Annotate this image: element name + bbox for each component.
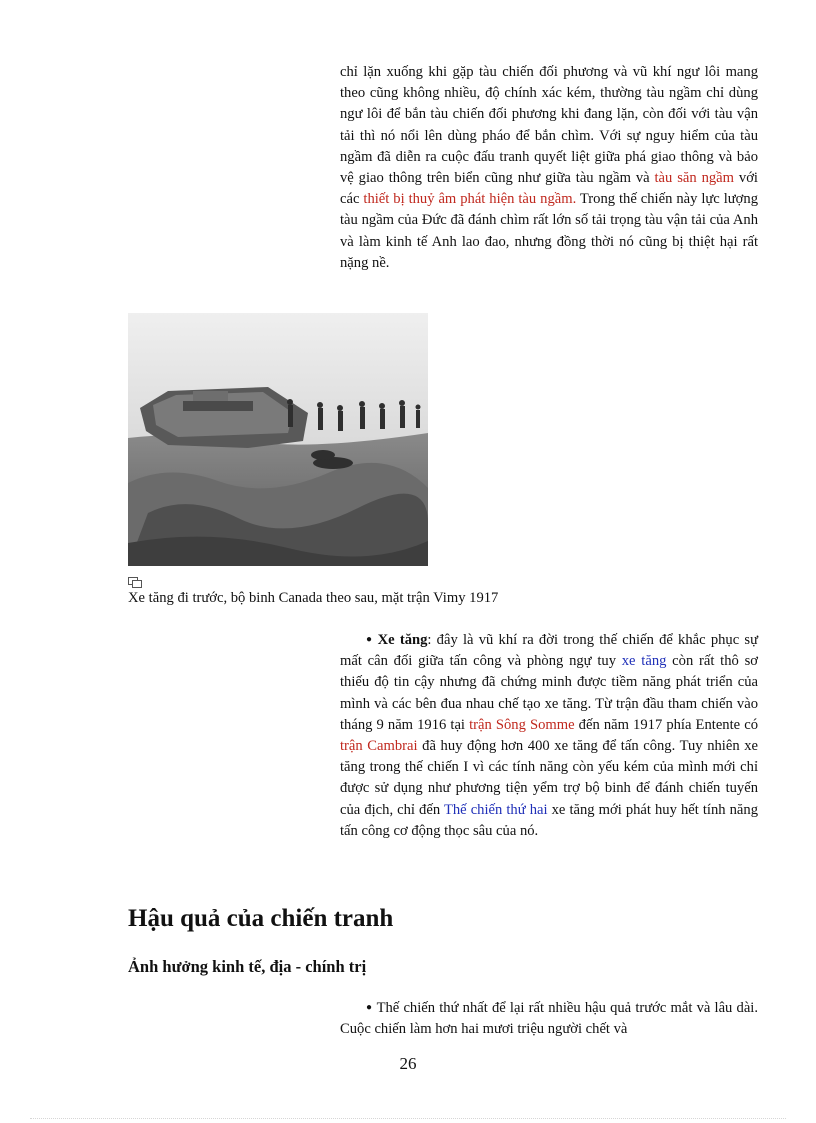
link-tau-san-ngam[interactable]: tàu săn ngầm xyxy=(654,170,735,187)
link-the-chien-thu-hai[interactable]: Thế chiến thứ hai xyxy=(443,801,548,818)
tank-photo xyxy=(128,313,428,566)
text-segment: còn rất thô sơ thiếu độ tin cậy nhưng đã chứng minh được tiềm năng phát triển của mình và các bên đua nhau chế tạo xe tăng. Từ trận đầu tham chiến vào tháng 9 năm 1916 tại xyxy=(340,653,758,733)
page-divider xyxy=(30,1118,786,1119)
term-xe-tang: Xe tăng xyxy=(377,632,428,648)
image-placeholder-icon xyxy=(128,575,142,586)
link-tran-cambrai[interactable]: trận Cambrai xyxy=(340,738,418,755)
link-xe-tang[interactable]: xe tăng xyxy=(621,653,667,670)
page-number: 26 xyxy=(399,1054,417,1073)
tank-photo-image xyxy=(128,313,428,566)
section-heading: Hậu quả của chiến tranh xyxy=(128,905,394,932)
text-segment: đã huy động hơn 400 xe tăng để tấn công. Tuy nhiên xe tăng trong thế chiến I vì các tính năng còn yếu kém của mình mới chỉ được sử dụng như phương tiện yểm trợ bộ binh để đánh chiến tuyến của địch, chỉ đến xyxy=(340,738,759,818)
text-segment: chỉ lặn xuống khi gặp tàu chiến đối phương và vũ khí ngư lôi mang theo cũng không nhiều, độ chính xác kém, thường tàu ngầm chỉ dùng ngư lôi để bắn tàu chiến đối phương khi đang lặn, còn đối với tàu vận tải thì nó nổi lên dùng pháo để bắn chìm. Với sự nguy hiểm của tàu ngầm đã diễn ra cuộc đấu tranh quyết liệt giữa phá giao thông và bảo vệ giao thông trên biển cũng như giữa tàu ngầm và xyxy=(340,64,758,187)
paragraph-tanks xyxy=(340,629,758,842)
text-segment: đến năm 1917 phía Entente có xyxy=(574,716,758,733)
bullet-icon: ● xyxy=(366,1002,373,1013)
bullet-icon: ● xyxy=(366,634,374,645)
link-thiet-bi-thuy-am[interactable]: thiết bị thuỷ âm phát hiện tàu ngầm. xyxy=(363,191,577,208)
figure-caption: Xe tăng đi trước, bộ binh Canada theo sau, mặt trận Vimy 1917 xyxy=(128,590,499,606)
link-tran-song-somme[interactable]: trận Sông Somme xyxy=(469,716,575,733)
paragraph-submarines xyxy=(340,62,758,274)
text-segment: Thế chiến thứ nhất để lại rất nhiều hậu quả trước mắt và lâu dài. Cuộc chiến làm hơn hai mươi triệu người chết và xyxy=(340,1000,759,1038)
paragraph-consequences xyxy=(340,997,758,1040)
text-segment: xe tăng mới phát huy hết tính năng tấn công cơ động thọc sâu của nó. xyxy=(340,801,759,839)
text-segment: Trong thế chiến này lực lượng tàu ngầm của Đức đã đánh chìm rất lớn số tải trọng tàu vận tải của Anh và làm kinh tế Anh lao đao, nhưng đồng thời nó cũng bị thiệt hại rất nặng nề. xyxy=(340,191,758,271)
subsection-heading: Ảnh hưởng kinh tế, địa - chính trị xyxy=(128,957,367,976)
text-segment: với các xyxy=(340,170,758,208)
text-segment: : đây là vũ khí ra đời trong thế chiến để khắc phục sự mất cân đối giữa tấn công và phòng ngự tuy xyxy=(340,632,758,670)
